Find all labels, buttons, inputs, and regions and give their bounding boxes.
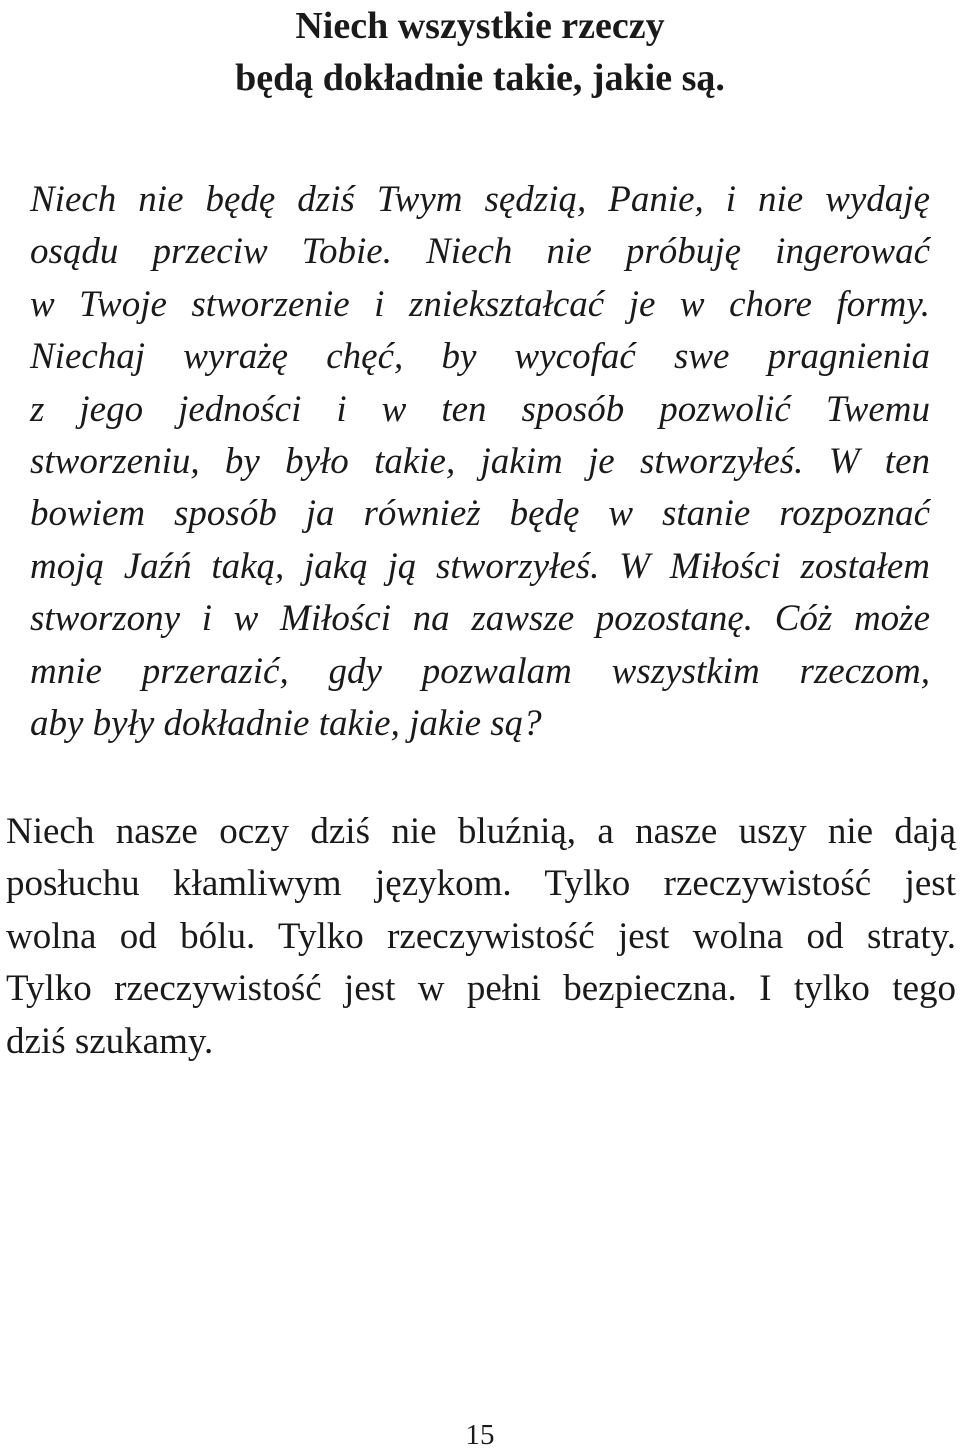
prayer-line: Niechaj wyrażę chęć, by wycofać swe pragnienia [30,336,930,378]
prayer-line: bowiem sposób ja również będę w stanie rozpoznać [30,493,930,535]
body-line: wolna od bólu. Tylko rzeczywistość jest wolna od straty. [6,915,956,957]
prayer-line: Niech nie będę dziś Twym sędzią, Panie, i nie wydaję [30,179,930,220]
title-line-2: będą dokładnie takie, jakie są. [235,57,725,99]
body-line: dziś szukamy. [6,1020,214,1062]
prayer-line: stworzony i w Miłości na zawsze pozostanę. Cóż może [30,598,930,640]
prayer-line: aby były dokładnie takie, jakie są? [30,703,542,745]
body-paragraph [6,806,956,1068]
prayer-line: mnie przerazić, gdy pozwalam wszystkim rzeczom, [30,650,930,692]
prayer-line: z jego jedności i w ten sposób pozwolić Twemu [30,388,930,430]
body-line: posłuchu kłamliwym językom. Tylko rzeczywistość jest [6,863,956,905]
prayer-line: osądu przeciw Tobie. Niech nie próbuję ingerować [30,231,930,273]
prayer-line: w Twoje stworzenie i zniekształcać je w chore formy. [30,283,930,325]
lesson-title [0,0,960,104]
prayer-line: stworzeniu, by było takie, jakim je stworzyłeś. W ten [30,441,930,483]
body-line: Tylko rzeczywistość jest w pełni bezpieczna. I tylko tego [6,968,956,1010]
title-line-1: Niech wszystkie rzeczy [295,5,665,47]
prayer-paragraph [30,174,930,750]
page-number: 15 [465,1419,495,1451]
body-line: Niech nasze oczy dziś nie bluźnią, a nasze uszy nie dają [6,811,956,852]
prayer-line: moją Jaźń taką, jaką ją stworzyłeś. W Miłości zostałem [30,545,930,587]
